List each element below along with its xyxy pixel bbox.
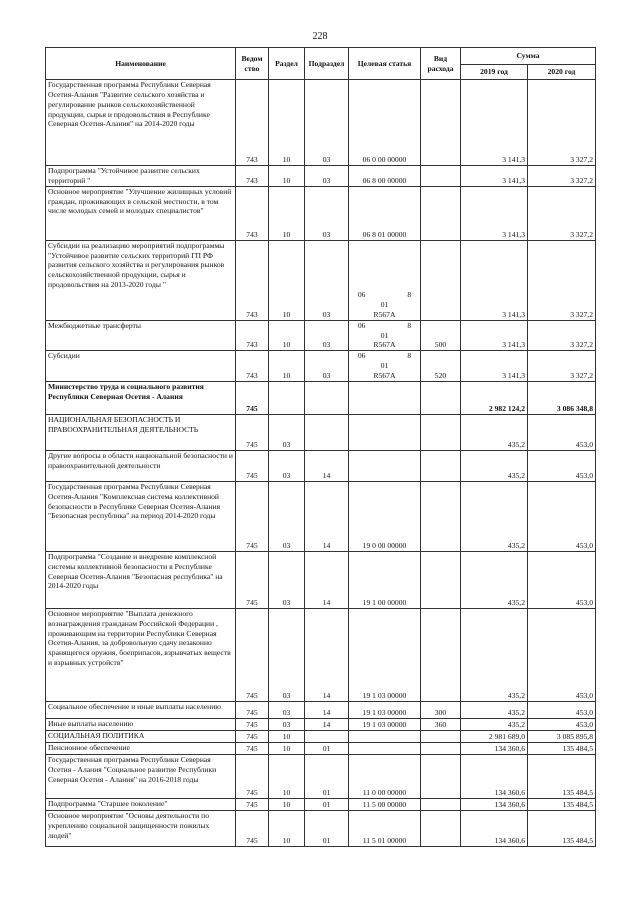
row-target-article: 06 8 01 R567A [349, 240, 421, 320]
row-sum-2019: 134 360,6 [461, 754, 528, 798]
row-expense-type [421, 450, 461, 481]
row-razdel: 10 [269, 166, 305, 187]
row-ved: 743 [236, 240, 269, 320]
table-row [46, 718, 596, 730]
table-row [46, 551, 596, 608]
row-sum-2020: 3 327,2 [528, 186, 596, 240]
row-name: СОЦИАЛЬНАЯ ПОЛИТИКА [46, 730, 236, 742]
row-sum-2019: 435,2 [461, 718, 528, 730]
row-sum-2019: 134 360,6 [461, 742, 528, 754]
header-summa: Сумма [461, 48, 596, 65]
budget-table [45, 47, 596, 847]
header-name: Наименование [46, 48, 236, 80]
row-razdel: 10 [269, 730, 305, 742]
row-expense-type [421, 186, 461, 240]
row-razdel: 03 [269, 608, 305, 701]
row-expense-type [421, 608, 461, 701]
row-sum-2019: 3 141,3 [461, 320, 528, 351]
row-podrazdel: 03 [305, 320, 349, 351]
row-expense-type [421, 481, 461, 551]
row-target-article: 06 8 00 00000 [349, 166, 421, 187]
row-target-article: 06 8 01 00000 [349, 186, 421, 240]
row-sum-2019: 3 141,3 [461, 80, 528, 166]
row-expense-type [421, 80, 461, 166]
row-ved: 745 [236, 381, 269, 414]
row-target-article: 06 0 00 00000 [349, 80, 421, 166]
row-razdel: 03 [269, 718, 305, 730]
row-razdel: 03 [269, 551, 305, 608]
row-razdel: 10 [269, 798, 305, 810]
row-target-article [349, 414, 421, 450]
row-target-article: 06 8 01 R567A [349, 351, 421, 382]
row-podrazdel: 03 [305, 186, 349, 240]
row-ved: 743 [236, 320, 269, 351]
row-sum-2019: 435,2 [461, 414, 528, 450]
row-podrazdel: 03 [305, 240, 349, 320]
row-sum-2020: 453,0 [528, 608, 596, 701]
row-sum-2020: 453,0 [528, 450, 596, 481]
row-sum-2020: 3 327,2 [528, 320, 596, 351]
table-row [46, 701, 596, 718]
row-target-article [349, 730, 421, 742]
row-podrazdel: 03 [305, 166, 349, 187]
row-podrazdel: 14 [305, 481, 349, 551]
row-ved: 745 [236, 810, 269, 846]
row-name: Пенсионное обеспечение [46, 742, 236, 754]
row-expense-type [421, 742, 461, 754]
row-podrazdel: 14 [305, 551, 349, 608]
row-sum-2020: 135 484,5 [528, 810, 596, 846]
row-sum-2019: 134 360,6 [461, 810, 528, 846]
row-name: Основное мероприятие "Выплата денежного вознаграждения гражданам Российской Федерации , проживающим на территории Республики Северная Осетия-Алания, за добровольную сдачу незаконно хранящегося оружия, боеприпасов, взрывчатых веществ и взрывных устройств" [46, 608, 236, 701]
row-target-article: 19 1 03 00000 [349, 718, 421, 730]
row-razdel: 03 [269, 414, 305, 450]
row-sum-2020: 3 327,2 [528, 240, 596, 320]
row-razdel: 03 [269, 481, 305, 551]
table-row [46, 730, 596, 742]
row-podrazdel: 01 [305, 742, 349, 754]
row-ved: 745 [236, 450, 269, 481]
row-expense-type [421, 730, 461, 742]
row-sum-2019: 3 141,3 [461, 240, 528, 320]
row-expense-type [421, 754, 461, 798]
row-razdel: 03 [269, 450, 305, 481]
row-sum-2019: 435,2 [461, 608, 528, 701]
row-razdel: 10 [269, 240, 305, 320]
table-row [46, 166, 596, 187]
row-name: Субсидии [46, 351, 236, 382]
row-sum-2019: 435,2 [461, 450, 528, 481]
row-target-article: 19 1 03 00000 [349, 608, 421, 701]
header-target-article: Целевая статья [349, 48, 421, 80]
row-razdel: 10 [269, 742, 305, 754]
row-sum-2019: 435,2 [461, 701, 528, 718]
row-sum-2019: 134 360,6 [461, 798, 528, 810]
row-razdel: 10 [269, 351, 305, 382]
row-podrazdel: 01 [305, 810, 349, 846]
row-sum-2020: 135 484,5 [528, 742, 596, 754]
row-ved: 745 [236, 551, 269, 608]
row-ved: 745 [236, 730, 269, 742]
row-podrazdel: 03 [305, 80, 349, 166]
row-ved: 745 [236, 481, 269, 551]
row-target-article [349, 742, 421, 754]
row-sum-2020: 3 327,2 [528, 80, 596, 166]
row-target-article [349, 450, 421, 481]
table-body [46, 80, 596, 847]
row-name: Министерство труда и социального развития Республики Северная Осетия - Алания [46, 381, 236, 414]
row-name: Социальное обеспечение и иные выплаты населению [46, 701, 236, 718]
row-ved: 745 [236, 742, 269, 754]
row-name: Подпрограмма "Старшее поколение" [46, 798, 236, 810]
row-name: Государственная программа Республики Северная Осетия-Алания "Комплексная система коллективной безопасности в Республике Северная Осетия-Алания "Безопасная республика" на период 2014-2020 годы [46, 481, 236, 551]
row-podrazdel: 01 [305, 754, 349, 798]
row-expense-type [421, 240, 461, 320]
row-razdel: 10 [269, 186, 305, 240]
row-razdel [269, 381, 305, 414]
row-podrazdel [305, 381, 349, 414]
row-name: Подпрограмма "Создание и внедрение комплексной системы коллективной безопасности в Республике Северная Осетия-Алания "Безопасная республика" на 2014-2020 годы [46, 551, 236, 608]
row-expense-type [421, 551, 461, 608]
row-sum-2020: 453,0 [528, 701, 596, 718]
header-expense-type: Вид расхода [421, 48, 461, 80]
row-expense-type [421, 166, 461, 187]
table-row [46, 80, 596, 166]
row-podrazdel: 01 [305, 798, 349, 810]
row-sum-2020: 453,0 [528, 551, 596, 608]
row-razdel: 10 [269, 810, 305, 846]
row-podrazdel: 14 [305, 718, 349, 730]
row-expense-type: 500 [421, 320, 461, 351]
row-podrazdel: 14 [305, 608, 349, 701]
row-ved: 743 [236, 351, 269, 382]
row-sum-2019: 435,2 [461, 551, 528, 608]
row-sum-2020: 3 086 348,8 [528, 381, 596, 414]
row-ved: 745 [236, 798, 269, 810]
row-target-article: 06 8 01 R567A [349, 320, 421, 351]
row-razdel: 10 [269, 80, 305, 166]
row-sum-2019: 435,2 [461, 481, 528, 551]
header-2020: 2020 год [528, 65, 596, 80]
table-row [46, 754, 596, 798]
table-row [46, 414, 596, 450]
row-name: Государственная программа Республики Северная Осетия-Алания "Развитие сельского хозяйства и регулирование рынков сельскохозяйственной продукции, сырья и продовольствия в Республике Северная Осетия-Алания" на 2014-2020 годы [46, 80, 236, 166]
row-name: НАЦИОНАЛЬНАЯ БЕЗОПАСНОСТЬ И ПРАВООХРАНИТЕЛЬНАЯ ДЕЯТЕЛЬНОСТЬ [46, 414, 236, 450]
table-row [46, 381, 596, 414]
header-2019: 2019 год [461, 65, 528, 80]
row-target-article: 11 0 00 00000 [349, 754, 421, 798]
row-target-article: 11 5 00 00000 [349, 798, 421, 810]
table-row [46, 450, 596, 481]
row-ved: 745 [236, 608, 269, 701]
row-sum-2020: 3 327,2 [528, 166, 596, 187]
row-sum-2020: 3 085 895,8 [528, 730, 596, 742]
row-razdel: 10 [269, 754, 305, 798]
row-sum-2020: 3 327,2 [528, 351, 596, 382]
row-target-article: 11 5 01 00000 [349, 810, 421, 846]
row-name: Другие вопросы в области национальной безопасности и правоохранительной деятельности [46, 450, 236, 481]
row-sum-2020: 135 484,5 [528, 798, 596, 810]
row-name: Подпрограмма "Устойчивое развитие сельских территорий " [46, 166, 236, 187]
row-sum-2020: 453,0 [528, 718, 596, 730]
table-row [46, 810, 596, 846]
row-name: Основное мероприятие "Основы деятельности по укреплению социальной защищенности пожилых людей" [46, 810, 236, 846]
table-row [46, 481, 596, 551]
row-expense-type: 300 [421, 701, 461, 718]
row-sum-2019: 2 981 689,0 [461, 730, 528, 742]
table-row [46, 798, 596, 810]
row-name: Субсидии на реализацию мероприятий подпрограммы "Устойчивое развитие сельских территорий ГП РФ развития сельского хозяйства и регулирования рынков сельскохозяйственной продукции, сырья и продовольствия на 2013-2020 годы " [46, 240, 236, 320]
row-podrazdel: 14 [305, 701, 349, 718]
table-row [46, 351, 596, 382]
row-podrazdel [305, 414, 349, 450]
row-razdel: 03 [269, 701, 305, 718]
row-sum-2020: 135 484,5 [528, 754, 596, 798]
row-ved: 745 [236, 754, 269, 798]
table-row [46, 186, 596, 240]
row-ved: 745 [236, 414, 269, 450]
row-expense-type [421, 414, 461, 450]
row-expense-type [421, 798, 461, 810]
page-number: 228 [312, 31, 328, 42]
header-podrazdel: Подраздел [305, 48, 349, 80]
row-ved: 745 [236, 701, 269, 718]
row-expense-type [421, 810, 461, 846]
row-sum-2019: 2 982 124,2 [461, 381, 528, 414]
table-row [46, 240, 596, 320]
row-name: Межбюджетные трансферты [46, 320, 236, 351]
header-ved: Ведом ство [236, 48, 269, 80]
row-sum-2020: 453,0 [528, 414, 596, 450]
row-expense-type: 520 [421, 351, 461, 382]
row-target-article: 19 1 03 00000 [349, 701, 421, 718]
table-row [46, 742, 596, 754]
row-target-article [349, 381, 421, 414]
table-row [46, 608, 596, 701]
row-ved: 743 [236, 166, 269, 187]
row-ved: 743 [236, 80, 269, 166]
row-expense-type: 360 [421, 718, 461, 730]
row-ved: 745 [236, 718, 269, 730]
row-sum-2019: 3 141,3 [461, 186, 528, 240]
header-razdel: Раздел [269, 48, 305, 80]
row-podrazdel: 03 [305, 351, 349, 382]
row-expense-type [421, 381, 461, 414]
row-podrazdel: 14 [305, 450, 349, 481]
row-target-article: 19 0 00 00000 [349, 481, 421, 551]
row-sum-2020: 453,0 [528, 481, 596, 551]
row-sum-2019: 3 141,3 [461, 166, 528, 187]
row-razdel: 10 [269, 320, 305, 351]
row-podrazdel [305, 730, 349, 742]
row-target-article: 19 1 00 00000 [349, 551, 421, 608]
row-name: Иные выплаты населению [46, 718, 236, 730]
row-ved: 743 [236, 186, 269, 240]
row-sum-2019: 3 141,3 [461, 351, 528, 382]
table-row [46, 320, 596, 351]
row-name: Основное мероприятие "Улучшение жилищных условий граждан, проживающих в сельской местности, в том числе молодых семей и молодых специалистов" [46, 186, 236, 240]
row-name: Государственная программа Республики Северная Осетия - Алания "Социальное развитие Республики Северная Осетия - Алания" на 2016-2018 годы [46, 754, 236, 798]
